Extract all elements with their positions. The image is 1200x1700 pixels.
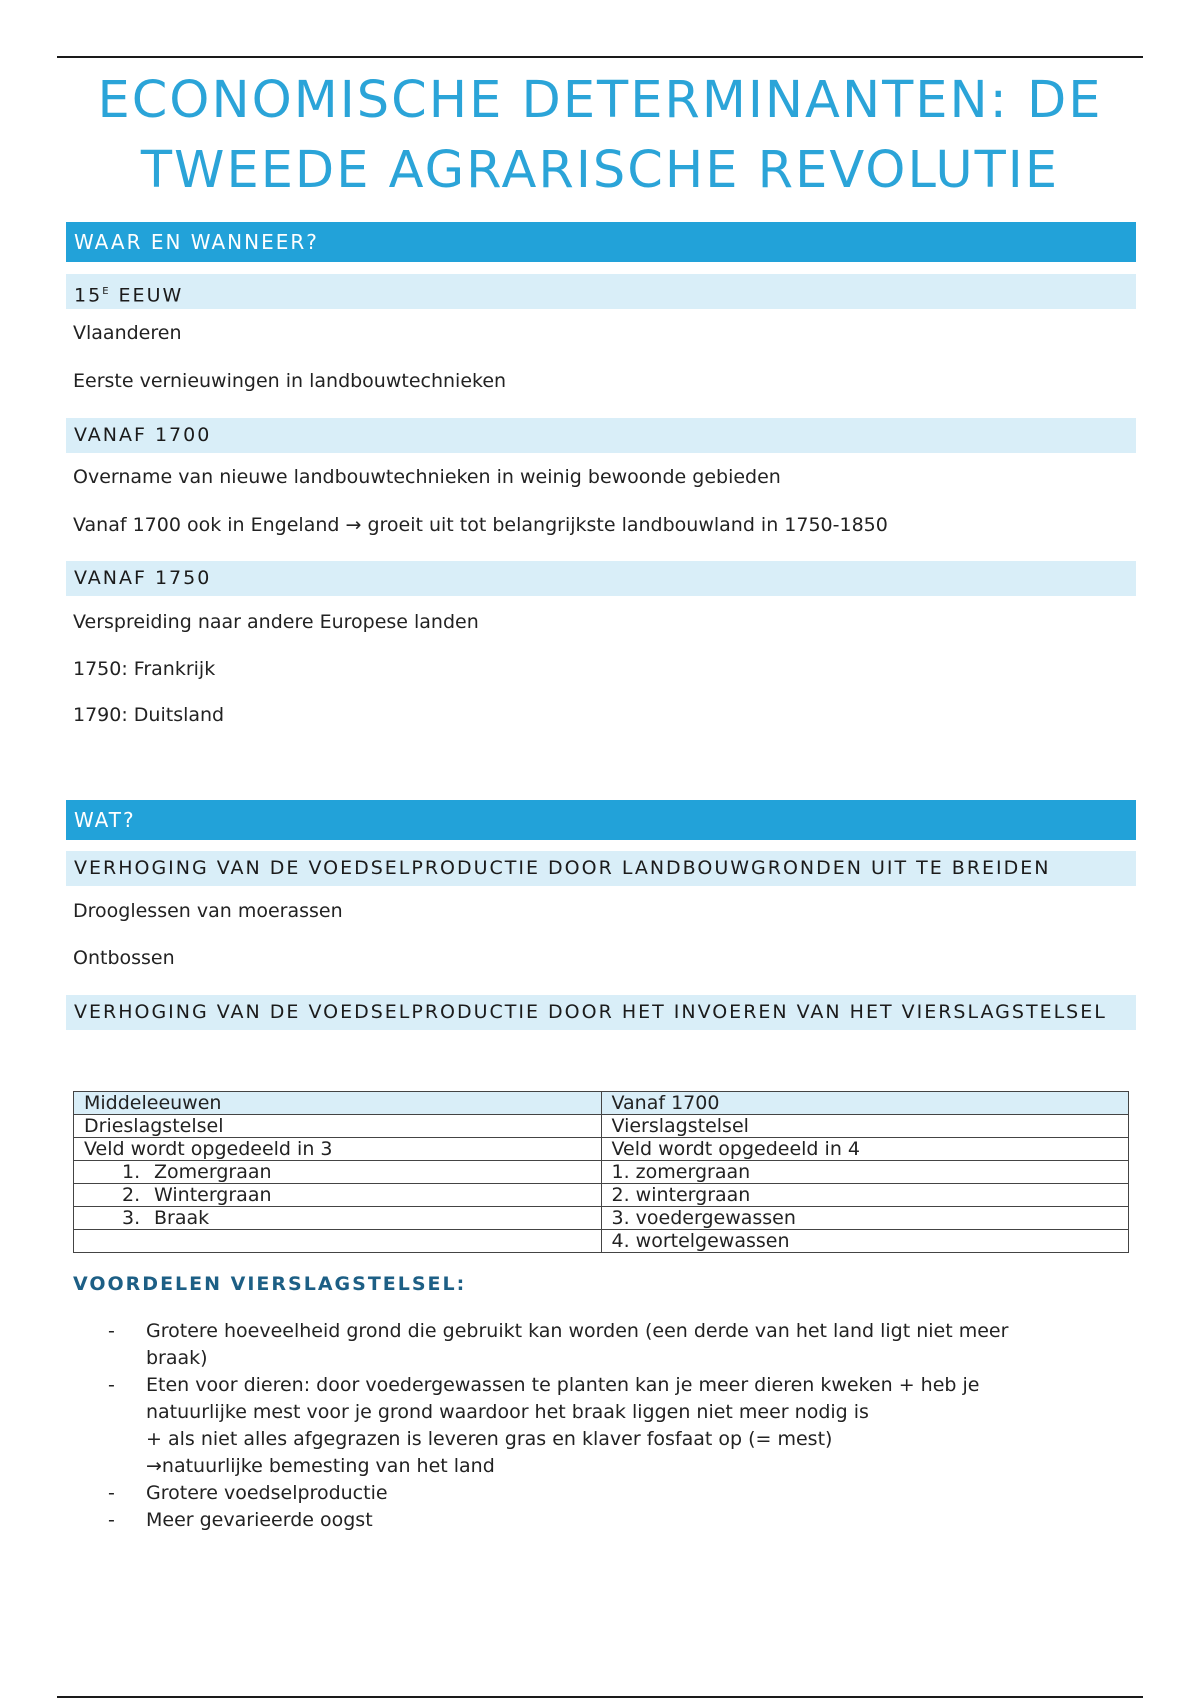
table-row xyxy=(74,1184,1129,1207)
paragraph: 1750: Frankrijk xyxy=(73,658,216,680)
list-number: 2. xyxy=(122,1184,141,1206)
list-item-line: + als niet alles afgegrazen is leveren gras en klaver fosfaat op (= mest) xyxy=(146,1428,833,1450)
paragraph: Drooglessen van moerassen xyxy=(73,900,343,922)
table-cell xyxy=(74,1184,602,1207)
dash-bullet-icon: - xyxy=(108,1482,115,1504)
subheading-15e-eeuw xyxy=(66,274,1136,309)
table-header-row xyxy=(74,1092,1129,1115)
paragraph: Vanaf 1700 ook in Engeland → groeit uit tot belangrijkste landbouwland in 1750-1850 xyxy=(73,514,888,536)
list-item-line: braak) xyxy=(146,1347,208,1369)
table-cell: Vierslagstelsel xyxy=(601,1115,1129,1138)
bottom-rule xyxy=(57,1696,1143,1698)
paragraph: Eerste vernieuwingen in landbouwtechnieken xyxy=(73,370,507,392)
paragraph: Overname van nieuwe landbouwtechnieken in weinig bewoonde gebieden xyxy=(73,466,781,488)
subheading-vierslagstelsel: VERHOGING VAN DE VOEDSELPRODUCTIE DOOR HET INVOEREN VAN HET VIERSLAGSTELSEL xyxy=(66,995,1136,1030)
table-cell: Veld wordt opgedeeld in 3 xyxy=(74,1138,602,1161)
table-cell: 2. wintergraan xyxy=(601,1184,1129,1207)
list-item-line: natuurlijke mest voor je grond waardoor het braak liggen niet meer nodig is xyxy=(146,1401,869,1423)
subheading-landbouwgronden: VERHOGING VAN DE VOEDSELPRODUCTIE DOOR LANDBOUWGRONDEN UIT TE BREIDEN xyxy=(66,851,1136,886)
section-heading-wat: WAT? xyxy=(66,800,1136,840)
table-cell: 4. wortelgewassen xyxy=(601,1230,1129,1253)
paragraph: Verspreiding naar andere Europese landen xyxy=(73,611,479,633)
list-text: Braak xyxy=(154,1207,210,1229)
table-cell: 3. voedergewassen xyxy=(601,1207,1129,1230)
table-row xyxy=(74,1138,1129,1161)
table-cell: Veld wordt opgedeeld in 4 xyxy=(601,1138,1129,1161)
list-item-line: Meer gevarieerde oogst xyxy=(146,1509,373,1531)
dash-bullet-icon: - xyxy=(108,1320,115,1342)
voordelen-heading: VOORDELEN VIERSLAGSTELSEL: xyxy=(73,1273,467,1295)
paragraph: 1790: Duitsland xyxy=(73,704,225,726)
table-cell: Vanaf 1700 xyxy=(601,1092,1129,1115)
page-title: ECONOMISCHE DETERMINANTEN: DE TWEEDE AGRARISCHE REVOLUTIE xyxy=(97,71,1103,200)
paragraph: Vlaanderen xyxy=(73,322,182,344)
list-text: Zomergraan xyxy=(154,1161,272,1183)
table-cell xyxy=(74,1161,602,1184)
list-item xyxy=(73,1372,1073,1480)
list-text: Wintergraan xyxy=(154,1184,272,1206)
list-item xyxy=(73,1318,1073,1372)
subheading-15e-sup: E xyxy=(102,286,111,297)
list-item xyxy=(73,1480,1073,1507)
list-item xyxy=(73,1507,1073,1534)
subheading-vanaf-1750: VANAF 1750 xyxy=(66,561,1136,596)
section-heading-waar-en-wanneer: WAAR EN WANNEER? xyxy=(66,222,1136,262)
list-item-line: Grotere hoeveelheid grond die gebruikt kan worden (een derde van het land ligt niet meer xyxy=(146,1320,1009,1342)
table-row xyxy=(74,1207,1129,1230)
paragraph: Ontbossen xyxy=(73,947,175,969)
list-number: 3. xyxy=(122,1207,141,1229)
voordelen-list xyxy=(73,1318,1073,1534)
table-row xyxy=(74,1230,1129,1253)
table-row xyxy=(74,1115,1129,1138)
list-item-line: Grotere voedselproductie xyxy=(146,1482,388,1504)
dash-bullet-icon: - xyxy=(108,1509,115,1531)
table-cell: Middeleeuwen xyxy=(74,1092,602,1115)
table-cell: Drieslagstelsel xyxy=(74,1115,602,1138)
table-row xyxy=(74,1161,1129,1184)
list-number: 1. xyxy=(122,1161,141,1183)
subheading-15e-number: 15 xyxy=(74,284,103,307)
comparison-table xyxy=(73,1091,1129,1253)
table-cell: 1. zomergraan xyxy=(601,1161,1129,1184)
subheading-vanaf-1700: VANAF 1700 xyxy=(66,418,1136,453)
subheading-15e-rest: EEUW xyxy=(110,284,184,307)
top-rule xyxy=(57,56,1143,58)
list-item-line: Eten voor dieren: door voedergewassen te planten kan je meer dieren kweken + heb je xyxy=(146,1374,980,1396)
list-item-line: →natuurlijke bemesting van het land xyxy=(146,1455,495,1477)
dash-bullet-icon: - xyxy=(108,1374,115,1396)
table-cell-empty xyxy=(74,1230,602,1253)
table-cell xyxy=(74,1207,602,1230)
